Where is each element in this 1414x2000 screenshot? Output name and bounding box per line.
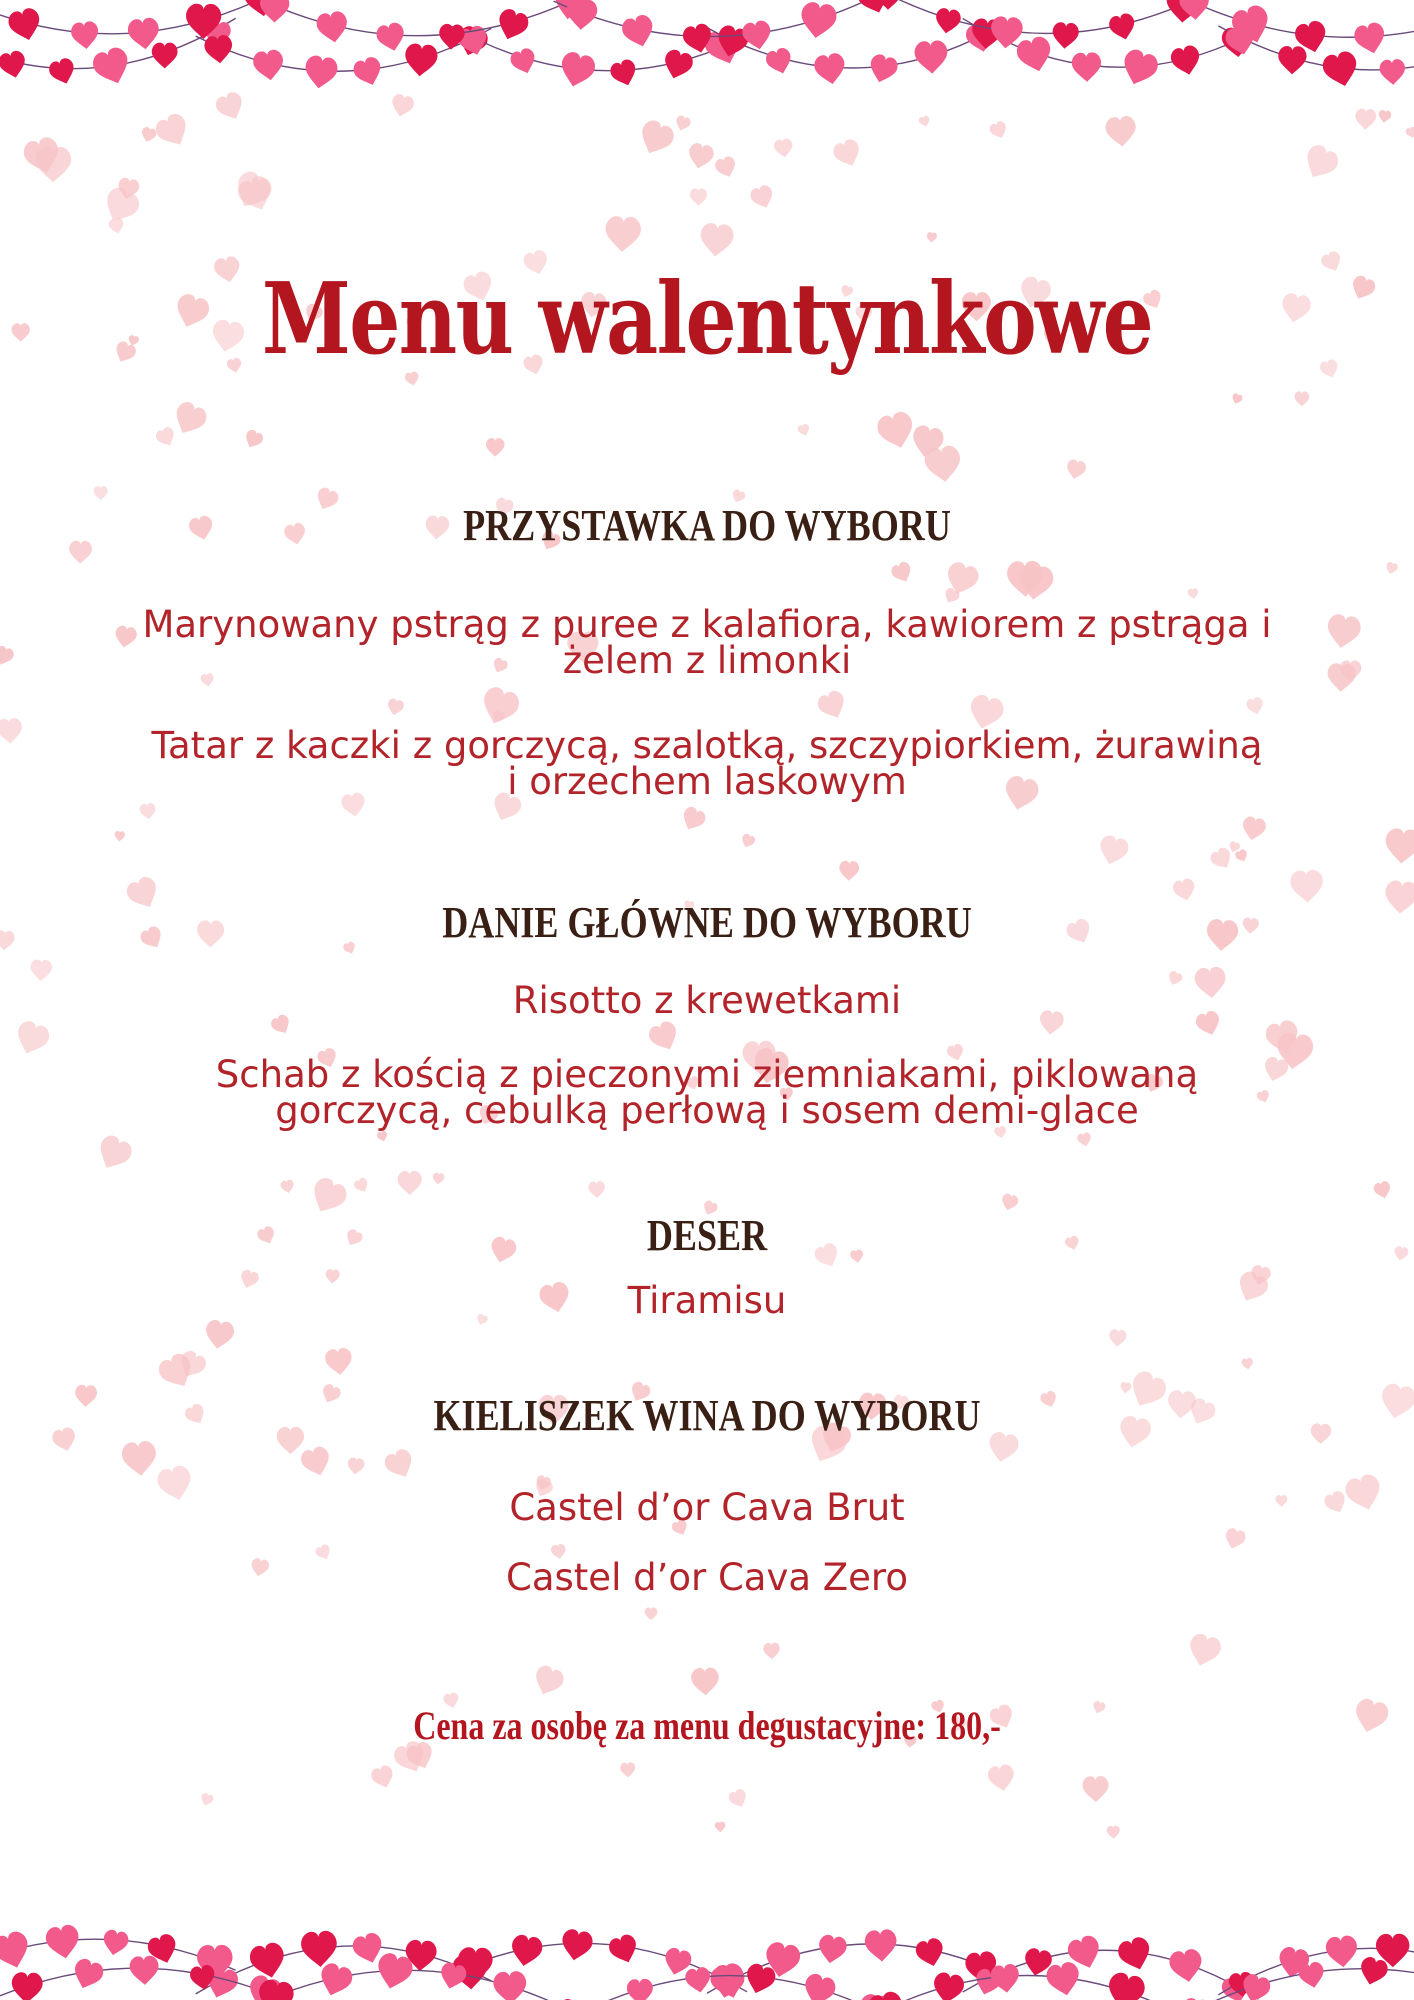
wine-item-2: Castel d’or Cava Zero <box>506 1556 908 1599</box>
starter-item-1-line-2: żelem z limonki <box>562 639 852 682</box>
main-item-2-line-2: gorczycą, cebulką perłową i sosem demi-glace <box>275 1089 1139 1132</box>
section-heading-main: DANIE GŁÓWNE DO WYBORU <box>442 898 972 947</box>
page-title: Menu walentynkowe <box>261 262 1153 377</box>
starter-item-2-line-2: i orzechem laskowym <box>507 760 907 803</box>
section-heading-dessert: DESER <box>646 1211 768 1260</box>
wine-item-1: Castel d’or Cava Brut <box>509 1486 905 1529</box>
dessert-item-1: Tiramisu <box>627 1279 787 1322</box>
main-item-1: Risotto z krewetkami <box>512 979 902 1022</box>
section-heading-wine: KIELISZEK WINA DO WYBORU <box>433 1391 981 1440</box>
section-heading-starter: PRZYSTAWKA DO WYBORU <box>463 501 951 550</box>
starter-item-2-line-1: Tatar z kaczki z gorczycą, szalotką, szczypiorkiem, żurawiną <box>151 724 1263 767</box>
starter-item-1-line-1: Marynowany pstrąg z puree z kalafiora, kawiorem z pstrąga i <box>142 603 1272 646</box>
price-note: Cena za osobę za menu degustacyjne: 180,- <box>413 1703 1001 1748</box>
main-item-2-line-1: Schab z kością z pieczonymi ziemniakami, piklowaną <box>215 1053 1199 1096</box>
